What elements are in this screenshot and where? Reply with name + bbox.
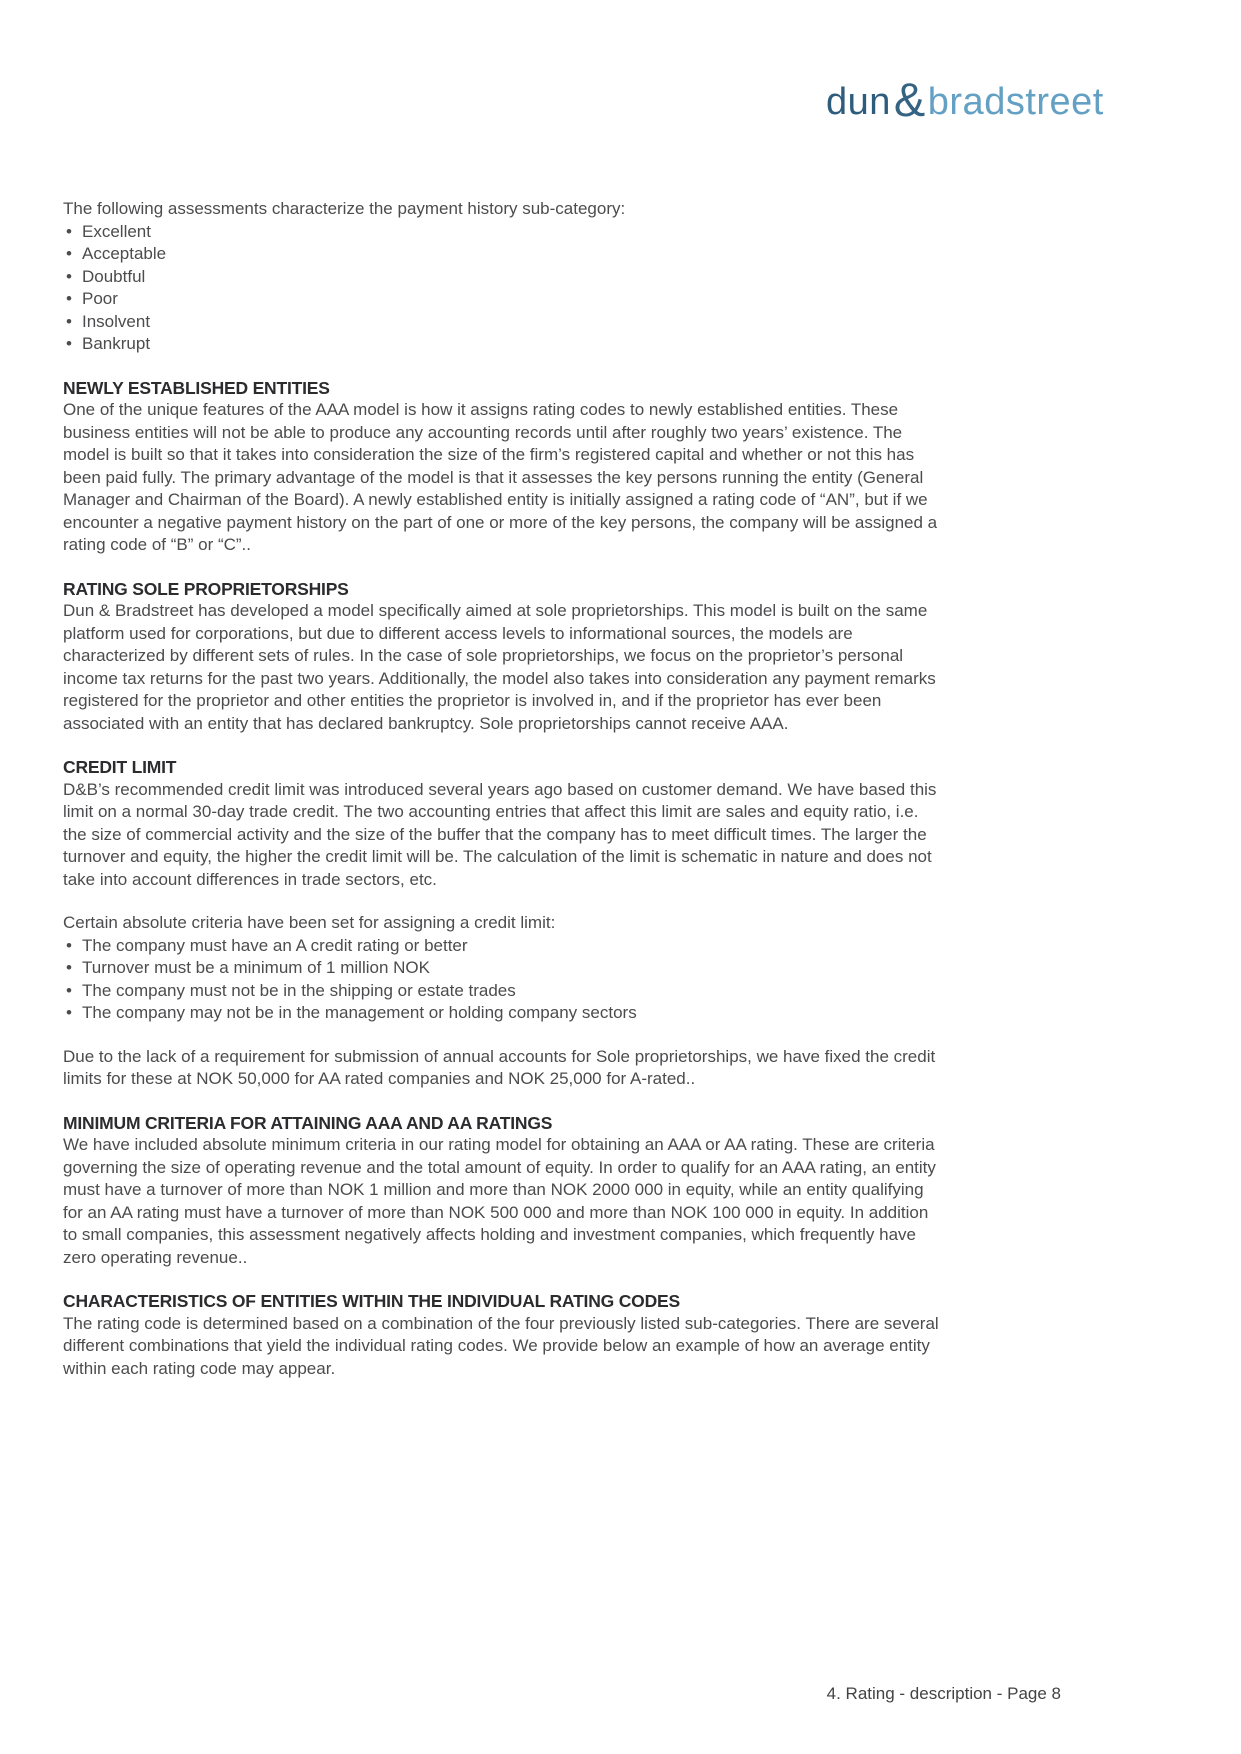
logo-text-bradstreet: bradstreet [927,81,1104,123]
payment-history-list [63,221,945,356]
list-item: • Bankrupt [63,333,945,356]
intro-lead: The following assessments characterize the payment history sub-category: [63,199,626,218]
credit-criteria-list [63,935,945,1025]
heading-characteristics: CHARACTERISTICS OF ENTITIES WITHIN THE INDIVIDUAL RATING CODES [63,1291,680,1311]
list-item: • The company must have an A credit rating or better [63,935,945,958]
paragraph-newly-established: One of the unique features of the AAA model is how it assigns rating codes to newly established entities. These business entities will not be able to produce any accounting records until after roughly two years’ existence. The model is built so that it takes into consideration the size of the firm’s registered capital and whether or not this has been paid fully. The primary advantage of the model is that it assesses the key persons running the entity (General Manager and Chairman of the Board). A newly established entity is initially assigned a rating code of “AN”, but if we encounter a negative payment history on the part of one or more of the key persons, the company will be assigned a rating code of “B” or “C”.. [63,400,938,554]
paragraph-characteristics: The rating code is determined based on a combination of the four previously listed sub-categories. There are several different combinations that yield the individual rating codes. We provide below an example of how an average entity within each rating code may appear. [63,1313,939,1378]
heading-rating-sole-proprietorships: RATING SOLE PROPRIETORSHIPS [63,578,349,599]
list-item: • Turnover must be a minimum of 1 million NOK [63,957,945,980]
logo-ampersand-icon: & [893,73,926,126]
paragraph-credit-limit: D&B’s recommended credit limit was introduced several years ago based on customer demand. We have based this limit on a normal 30-day trade credit. The two accounting entries that affect this limit are sales and equity ratio, i.e. the size of commercial activity and the size of the buffer that the company has to meet difficult times. The larger the turnover and equity, the higher the credit limit will be. The calculation of the limit is schematic in nature and does not take into account differences in trade sectors, etc. [63,779,937,889]
list-item: • Excellent [63,221,945,244]
credit-criteria-lead: Certain absolute criteria have been set for assigning a credit limit: [63,913,556,932]
list-item: • Poor [63,288,945,311]
logo-text-dun: dun [826,81,891,123]
heading-minimum-criteria: MINIMUM CRITERIA FOR ATTAINING AAA AND AA RATINGS [63,1112,553,1133]
list-item: • The company must not be in the shipping or estate trades [63,980,945,1003]
list-item: • Doubtful [63,266,945,289]
paragraph-minimum-criteria: We have included absolute minimum criteria in our rating model for obtaining an AAA or AA rating. These are criteria governing the size of operating revenue and the total amount of equity. In order to qualify for an AAA rating, an entity must have a turnover of more than NOK 1 million and more than NOK 2000 000 in equity, while an entity qualifying for an AA rating must have a turnover of more than NOK 500 000 and more than NOK 100 000 in equity. In addition to small companies, this assessment negatively affects holding and investment companies, which frequently have zero operating revenue.. [63,1135,936,1267]
list-item: • Acceptable [63,243,945,266]
heading-newly-established-entities: NEWLY ESTABLISHED ENTITIES [63,377,330,398]
paragraph-rating-sole: Dun & Bradstreet has developed a model specifically aimed at sole proprietorships. This model is built on the same platform used for corporations, but due to different access levels to informational sources, the models are characterized by different sets of rules. In the case of sole proprietorships, we focus on the proprietor’s personal income tax returns for the past two years. Additionally, the model also takes into consideration any payment remarks registered for the proprietor and other entities the proprietor is involved in, and if the proprietor has ever been associated with an entity that has declared bankruptcy. Sole proprietorships cannot receive AAA. [63,601,936,733]
list-item: • The company may not be in the management or holding company sectors [63,1002,945,1025]
document-body [63,0,945,1380]
heading-credit-limit: CREDIT LIMIT [63,757,177,777]
paragraph-sole-proprietorship-limits: Due to the lack of a requirement for submission of annual accounts for Sole proprietorships, we have fixed the credit limits for these at NOK 50,000 for AA rated companies and NOK 25,000 for A-rated.. [63,1046,936,1088]
list-item: • Insolvent [63,311,945,334]
page-footer: 4. Rating - description - Page 8 [826,1684,1061,1703]
